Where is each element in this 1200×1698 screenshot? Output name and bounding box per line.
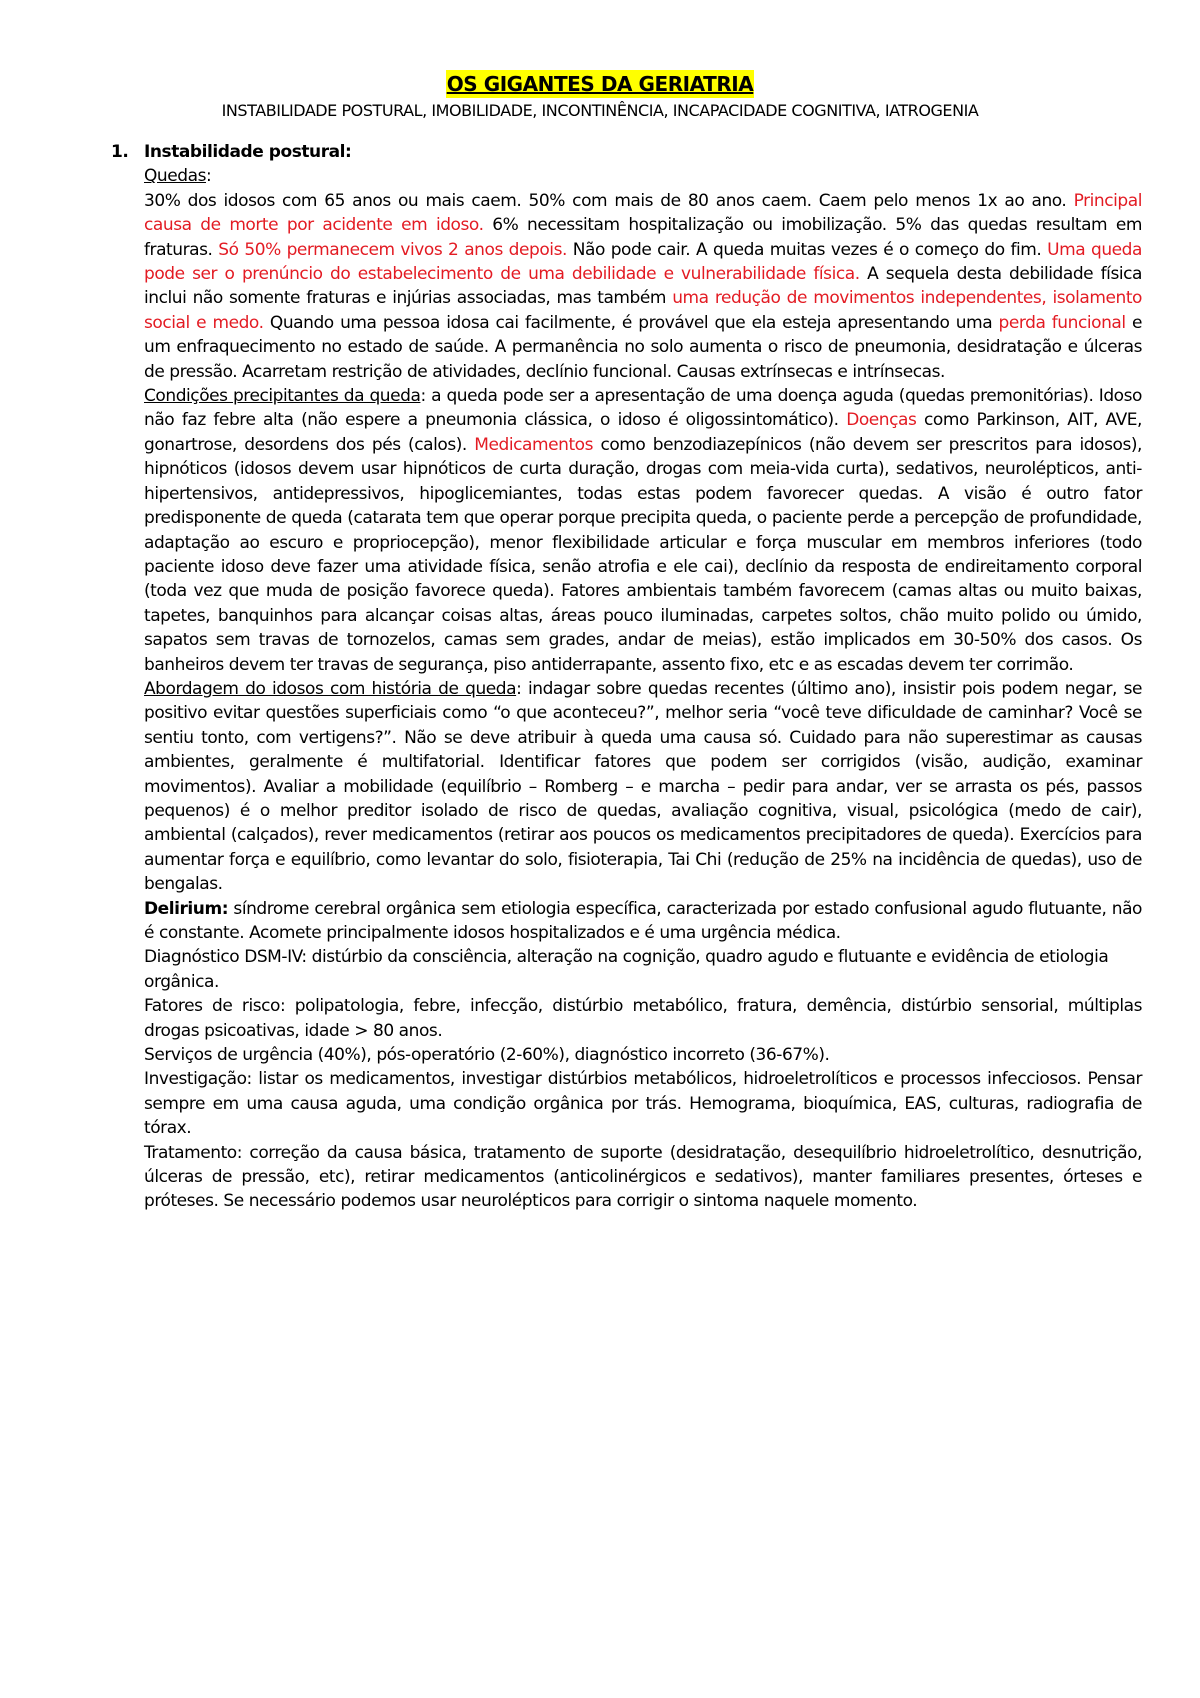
section-number: 1.: [111, 142, 129, 163]
quedas-paragraph: [144, 189, 1142, 384]
quedas-text-6: e um enfraquecimento no estado de saúde. A permanência no solo aumenta o risco de pneumonia, desidratação e úlceras de pressão. Acarretam restrição de atividades, declínio funcional. Causas extrínsecas e intrínsecas.: [144, 312, 1142, 382]
condicoes-text-1: : a queda pode ser a apresentação de uma doença aguda (quedas premonitórias). Idoso não faz febre alta (não espere a pneumonia clássica, o idoso é oligossintomático).: [144, 386, 1142, 431]
abordagem-paragraph: [144, 677, 1142, 897]
quedas-highlight-3: Uma queda pode ser o prenúncio do estabelecimento de uma debilidade e vulnerabilidade física.: [144, 239, 1142, 285]
quedas-text-2: 6% necessitam hospitalização ou imobilização. 5% das quedas resultam em fraturas.: [144, 215, 1142, 260]
quedas-text-1: 30% dos idosos com 65 anos ou mais caem. 50% com mais de 80 anos caem. Caem pelo menos 1x ao ano.: [144, 190, 1074, 211]
document-title: OS GIGANTES DA GERIATRIA: [446, 72, 754, 96]
delirium-text: síndrome cerebral orgânica sem etiologia específica, caracterizada por estado confusional agudo flutuante, não é constante. Acomete principalmente idosos hospitalizados e é uma urgência médica.: [144, 898, 1142, 943]
servicos-paragraph: Serviços de urgência (40%), pós-operatório (2-60%), diagnóstico incorreto (36-67%).: [144, 1045, 830, 1066]
delirium-paragraph: [144, 897, 1142, 946]
quedas-label-line: [144, 164, 1142, 188]
abordagem-text: : indagar sobre quedas recentes (último ano), insistir pois podem negar, se positivo evitar questões superficiais como “o que aconteceu?”, melhor seria “você teve dificuldade de caminhar? Você se sentiu tonto, com vertigens?”. Não se deve atribuir à queda uma causa só. Cuidado para não superestimar as causas ambientes, geralmente é multifatorial. Identificar fatores que podem ser corrigidos (visão, audição, examinar movimentos). Avaliar a mobilidade (equilíbrio – Romberg – e marcha – pedir para andar, ver se arrasta os pés, passos pequenos) é o melhor preditor isolado de risco de quedas, avaliação cognitiva, visual, psicológica (medo de cair), ambiental (calçados), rever medicamentos (retirar aos poucos os medicamentos precipitadores de queda). Exercícios para aumentar força e equilíbrio, como levantar do solo, fisioterapia, Tai Chi (redução de 25% na incidência de quedas), uso de bengalas.: [144, 678, 1142, 895]
diagnostico-paragraph: Diagnóstico DSM-IV: distúrbio da consciência, alteração na cognição, quadro agudo e flutuante e evidência de etiologia orgânica.: [144, 947, 1109, 992]
quedas-text-3: Não pode cair. A queda muitas vezes é o começo do fim.: [566, 239, 1048, 260]
quedas-highlight-5: perda funcional: [998, 312, 1126, 333]
delirium-label: Delirium:: [144, 898, 229, 919]
section-heading-text: Instabilidade postural:: [144, 142, 352, 163]
condicoes-text-3: como benzodiazepínicos (não devem ser prescritos para idosos), hipnóticos (idosos devem usar hipnóticos de curta duração, drogas com meia-vida curta), sedativos, neurolépticos, anti-hipertensivos, antidepressivos, hipoglicemiantes, todas estas podem favorecer quedas. A visão é outro fator predisponente de queda (catarata tem que operar porque precipita queda, o paciente perde a percepção de profundidade, adaptação ao escuro e propriocepção), menor flexibilidade articular e força muscular em membros inferiores (todo paciente idoso deve fazer uma atividade física, senão atrofia e ele cai), declínio da resposta de endireitamento corporal (toda vez que muda de posição favorece queda). Fatores ambientais também favorecem (camas altas ou muito baixas, tapetes, banquinhos para alcançar coisas altas, áreas pouco iluminadas, carpetes soltos, chão muito polido ou úmido, sapatos sem travas de tornozelos, camas sem grades, andar de meias), estão implicados em 30-50% dos casos. Os banheiros devem ter travas de segurança, piso antiderrapante, assento fixo, etc e as escadas devem ter corrimão.: [144, 434, 1142, 675]
condicoes-text-2: como Parkinson, AIT, AVE, gonartrose, desordens dos pés (calos).: [144, 410, 1143, 455]
condicoes-label: Condições precipitantes da queda: [144, 386, 421, 407]
abordagem-label: Abordagem do idosos com história de queda: [144, 678, 517, 699]
condicoes-highlight-medicamentos: Medicamentos: [474, 434, 594, 455]
quedas-label-suffix: :: [205, 166, 212, 187]
section-heading-instabilidade: [111, 140, 1142, 164]
title-wrap: [58, 70, 1142, 98]
document-subtitle: INSTABILIDADE POSTURAL, IMOBILIDADE, INCONTINÊNCIA, INCAPACIDADE COGNITIVA, IATROGENIA: [221, 101, 979, 121]
quedas-highlight-4: uma redução de movimentos independentes, isolamento social e medo.: [144, 288, 1142, 333]
quedas-text-4: A sequela desta debilidade física inclui não somente fraturas e injúrias associadas, mas também: [144, 264, 1142, 309]
quedas-label: Quedas: [144, 166, 206, 187]
quedas-highlight-1: Principal causa de morte por acidente em idoso.: [144, 190, 1142, 236]
quedas-highlight-2: Só 50% permanecem vivos 2 anos depois.: [218, 239, 567, 260]
condicoes-paragraph: [144, 384, 1142, 677]
condicoes-highlight-doencas: Doenças: [846, 410, 917, 431]
investigacao-paragraph: Investigação: listar os medicamentos, investigar distúrbios metabólicos, hidroeletrolíticos e processos infecciosos. Pensar sempre em uma causa aguda, uma condição orgânica por trás. Hemograma, bioquímica, EAS, culturas, radiografia de tórax.: [144, 1069, 1142, 1139]
tratamento-paragraph: Tratamento: correção da causa básica, tratamento de suporte (desidratação, desequilíbrio hidroeletrolítico, desnutrição, úlceras de pressão, etc), retirar medicamentos (anticolinérgicos e sedativos), manter familiares presentes, órteses e próteses. Se necessário podemos usar neurolépticos para corrigir o sintoma naquele momento.: [144, 1142, 1142, 1212]
quedas-text-5: Quando uma pessoa idosa cai facilmente, é provável que ela esteja apresentando uma: [263, 312, 999, 333]
fatores-risco-paragraph: Fatores de risco: polipatologia, febre, infecção, distúrbio metabólico, fratura, demência, distúrbio sensorial, múltiplas drogas psicoativas, idade > 80 anos.: [144, 996, 1142, 1041]
